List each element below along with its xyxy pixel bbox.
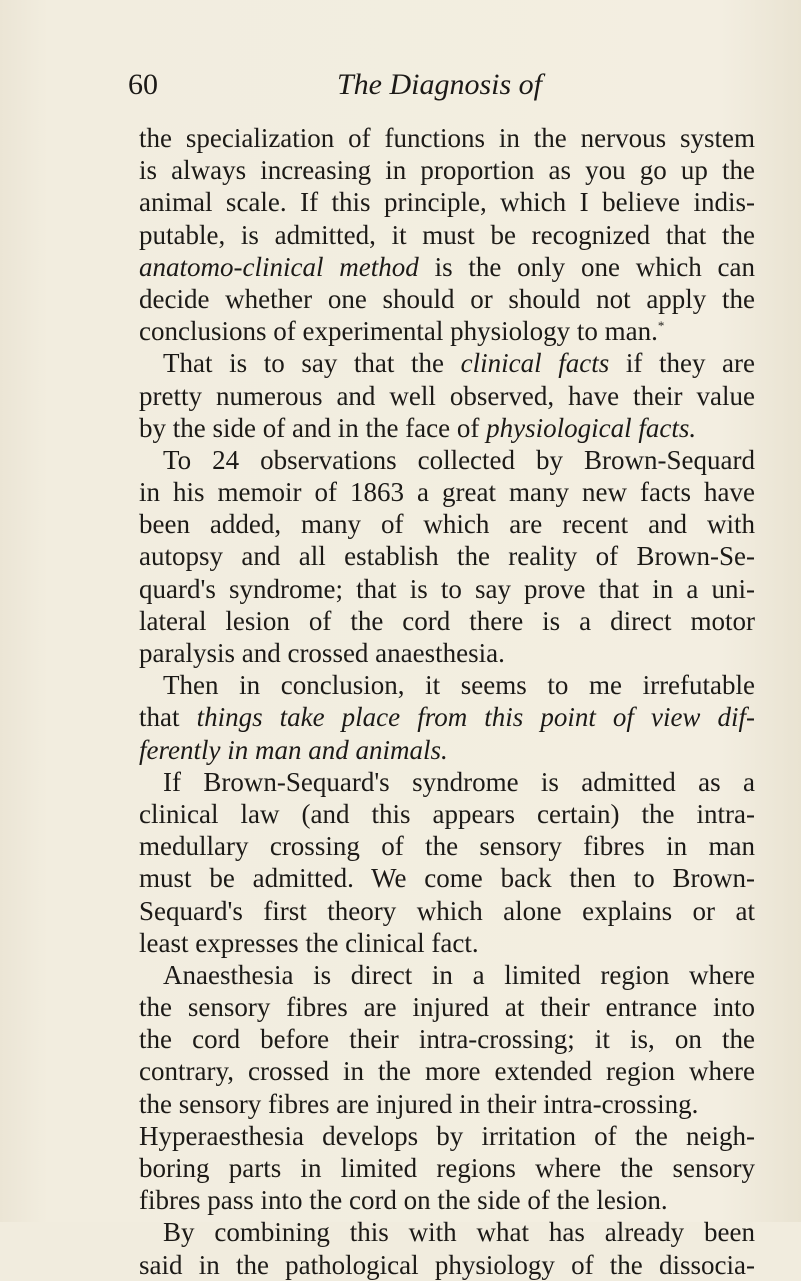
text-segment: decide whether one should or should not apply the xyxy=(139,283,755,314)
page-number: 60 xyxy=(128,68,158,101)
text-segment: is the only one which can xyxy=(418,251,756,282)
text-segment: That is to say that the xyxy=(163,348,461,379)
text-line xyxy=(139,444,755,476)
text-segment: the sensory fibres are injured in their intra-crossing. xyxy=(139,1088,699,1119)
text-line xyxy=(139,1055,755,1087)
text-segment: To 24 observations collected by Brown-Sequard xyxy=(163,444,755,475)
text-line xyxy=(139,219,755,251)
running-head: The Diagnosis of xyxy=(337,68,543,101)
text-segment: pretty numerous and well observed, have their value xyxy=(139,380,755,411)
text-segment: the sensory fibres are injured at their entrance into xyxy=(139,992,755,1023)
text-segment: clinical law (and this appears certain) the intra- xyxy=(139,798,755,829)
body-text xyxy=(139,122,755,1281)
text-segment: Hyperaesthesia develops by irritation of the neigh- xyxy=(139,1120,755,1151)
text-line xyxy=(139,380,755,412)
text-line xyxy=(139,991,755,1023)
text-segment: that xyxy=(139,702,197,733)
text-line xyxy=(139,154,755,186)
italic-text: physiological facts. xyxy=(486,412,697,443)
text-segment: lateral lesion of the cord there is a direct motor xyxy=(139,605,755,636)
text-segment: quard's syndrome; that is to say prove that in a uni- xyxy=(139,573,755,604)
text-line xyxy=(139,637,755,669)
text-segment: paralysis and crossed anaesthesia. xyxy=(139,638,505,668)
text-line xyxy=(139,573,755,605)
text-line xyxy=(139,1088,755,1120)
text-segment: contrary, crossed in the more extended region where xyxy=(139,1056,755,1087)
text-line xyxy=(139,476,755,508)
text-line xyxy=(139,734,755,766)
text-segment: Anaesthesia is direct in a limited region where xyxy=(163,959,755,990)
page-header xyxy=(128,68,728,108)
text-segment: medullary crossing of the sensory fibres in man xyxy=(139,831,755,862)
text-line xyxy=(139,862,755,894)
text-segment: fibres pass into the cord on the side of the lesion. xyxy=(139,1185,668,1216)
text-line xyxy=(139,1023,755,1055)
text-line xyxy=(139,508,755,540)
text-segment: Then in conclusion, it seems to me irrefutable xyxy=(163,670,755,701)
italic-text: clinical facts xyxy=(460,348,610,379)
text-segment: animal scale. If this principle, which I believe indis- xyxy=(139,187,755,218)
text-line xyxy=(139,1249,755,1281)
text-line xyxy=(139,540,755,572)
text-segment: autopsy and all establish the reality of Brown-Se- xyxy=(139,541,755,572)
text-line xyxy=(139,1152,755,1184)
text-line xyxy=(139,669,755,701)
text-line xyxy=(139,315,755,347)
text-line xyxy=(139,122,755,154)
text-line xyxy=(139,1184,755,1216)
text-segment: Sequard's first theory which alone explains or at xyxy=(139,895,755,926)
text-line xyxy=(139,251,755,283)
text-line xyxy=(139,830,755,862)
text-line xyxy=(139,927,755,959)
text-segment: if they are xyxy=(609,348,756,379)
text-segment: If Brown-Sequard's syndrome is admitted as a xyxy=(163,766,755,797)
text-segment: the specialization of functions in the nervous system xyxy=(139,123,755,153)
text-line xyxy=(139,798,755,830)
text-line xyxy=(139,1120,755,1152)
italic-text: things take place from this point of view dif- xyxy=(196,702,755,733)
text-segment: boring parts in limited regions where the sensory xyxy=(139,1153,755,1183)
text-line xyxy=(139,412,755,444)
text-line xyxy=(139,186,755,218)
text-line xyxy=(139,1216,755,1248)
italic-text: anatomo-clinical method xyxy=(139,251,419,282)
text-segment: said in the pathological physiology of the dissocia- xyxy=(139,1249,755,1280)
footnote-mark: * xyxy=(657,318,665,334)
text-line xyxy=(139,605,755,637)
text-line xyxy=(139,701,755,733)
text-segment: must be admitted. We come back then to Brown- xyxy=(139,863,755,894)
text-segment: least expresses the clinical fact. xyxy=(139,927,479,958)
text-line xyxy=(139,347,755,379)
text-line xyxy=(139,895,755,927)
italic-text: ferently in man and animals. xyxy=(139,734,448,765)
text-line xyxy=(139,766,755,798)
text-line xyxy=(139,283,755,315)
text-segment: the cord before their intra-crossing; it is, on the xyxy=(139,1024,755,1055)
text-segment: conclusions of experimental physiology to man. xyxy=(139,316,658,347)
text-segment: putable, is admitted, it must be recognized that the xyxy=(139,219,755,250)
text-segment: by the side of and in the face of xyxy=(139,412,487,443)
text-line xyxy=(139,959,755,991)
text-segment: is always increasing in proportion as you go up the xyxy=(139,155,755,186)
text-segment: By combining this with what has already been xyxy=(163,1217,755,1248)
text-segment: in his memoir of 1863 a great many new facts have xyxy=(139,477,755,508)
text-segment: been added, many of which are recent and with xyxy=(139,509,755,540)
